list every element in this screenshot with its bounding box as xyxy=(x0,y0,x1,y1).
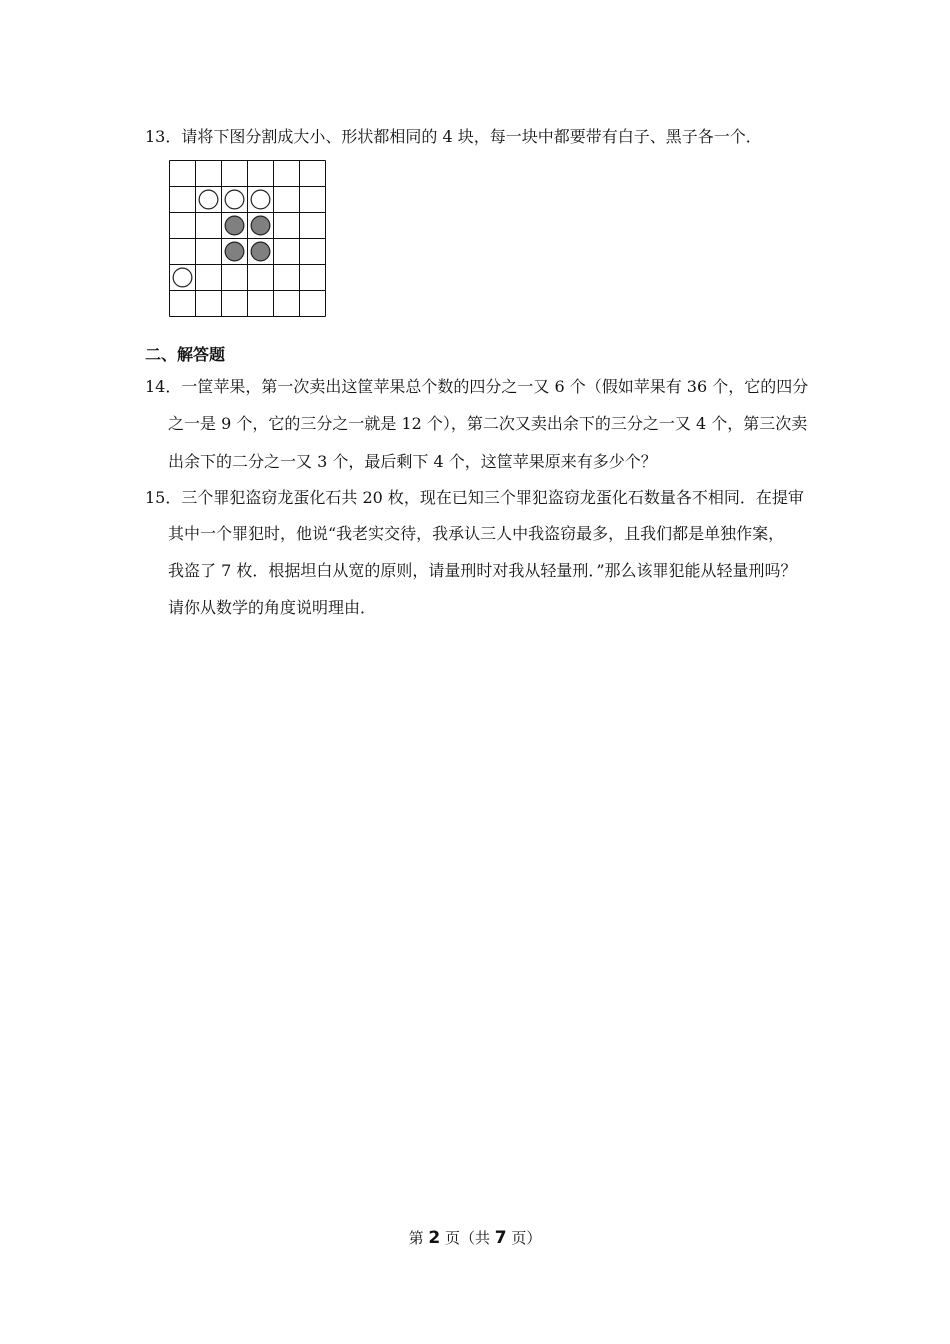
question-14-line-1: 14．一筐苹果，第一次卖出这筐苹果总个数的四分之一又 6 个（假如苹果有 36 个，它的四分 xyxy=(145,377,809,396)
footer-middle: 页（共 xyxy=(444,1229,490,1247)
black-stone xyxy=(251,216,270,235)
question-13: 13．请将下图分割成大小、形状都相同的 4 块，每一块中都要带有白子、黑子各一个． xyxy=(145,127,762,146)
question-15-line-1: 15．三个罪犯盗窃龙蛋化石共 20 枚，现在已知三个罪犯盗窃龙蛋化石数量各不相同．在提审 xyxy=(145,488,804,507)
board-grid xyxy=(170,161,326,317)
question-14-line-3: 出余下的二分之一又 3 个，最后剩下 4 个，这筐苹果原来有多少个？ xyxy=(168,452,657,471)
footer-prefix: 第 xyxy=(408,1229,424,1247)
black-stone xyxy=(225,216,244,235)
page-footer xyxy=(0,1228,950,1248)
section-title: 二、解答题 xyxy=(145,345,226,364)
black-stone xyxy=(251,242,270,261)
white-stone xyxy=(199,190,218,209)
footer-suffix: 页） xyxy=(511,1229,542,1247)
white-stone xyxy=(173,268,192,287)
question-15-line-2: 其中一个罪犯时，他说“我老实交待，我承认三人中我盗窃最多，且我们都是单独作案， xyxy=(168,524,785,543)
question-15-line-3: 我盗了 7 枚．根据坦白从宽的原则，请量刑时对我从轻量刑．”那么该罪犯能从轻量刑吗？ xyxy=(168,561,797,580)
footer-total-pages: 7 xyxy=(494,1228,507,1248)
footer-page-number: 2 xyxy=(428,1228,441,1248)
black-stone xyxy=(225,242,244,261)
white-stone xyxy=(225,190,244,209)
go-board-figure xyxy=(169,160,326,317)
question-15-line-4: 请你从数学的角度说明理由． xyxy=(168,598,377,617)
question-14-line-2: 之一是 9 个，它的三分之一就是 12 个），第二次又卖出余下的三分之一又 4 个，第三次卖 xyxy=(168,414,808,433)
white-stone xyxy=(251,190,270,209)
